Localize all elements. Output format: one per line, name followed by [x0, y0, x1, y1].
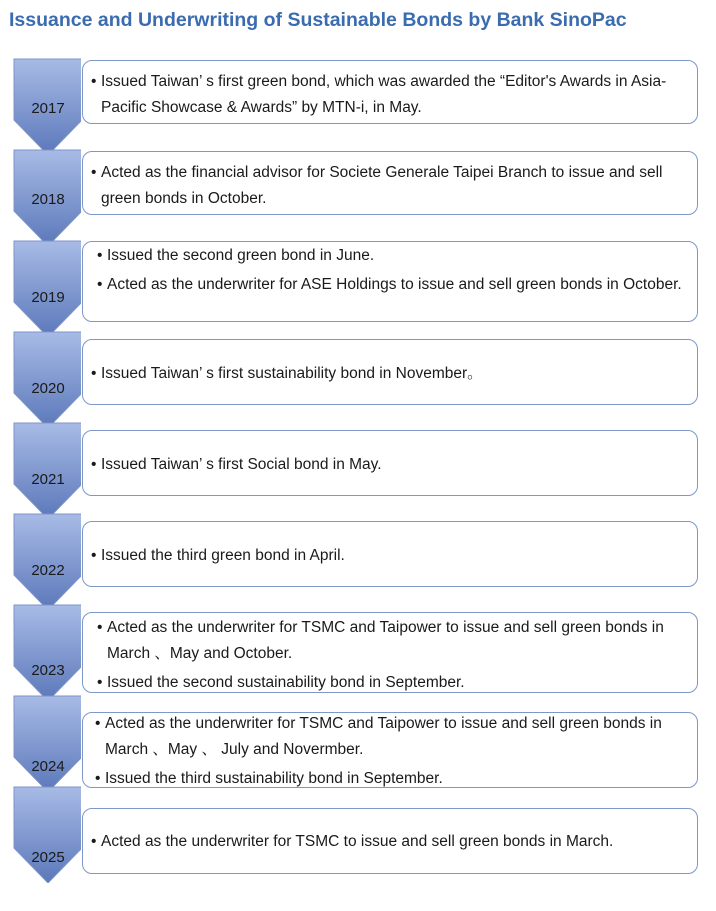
timeline-entry-item: • Acted as the financial advisor for Societe Generale Taipei Branch to issue and sell green bonds in October. — [91, 160, 706, 212]
timeline-year: 2019 — [31, 289, 65, 306]
timeline-entry-item: • Issued the third sustainability bond in September. — [95, 766, 695, 792]
page-title: Issuance and Underwriting of Sustainable Bonds by Bank SinoPac — [9, 9, 627, 31]
timeline-year: 2018 — [31, 191, 65, 208]
timeline-entry-item: • Issued the second sustainability bond in September. — [97, 670, 697, 696]
timeline-entry-item: • Acted as the underwriter for ASE Holdings to issue and sell green bonds in October. — [97, 272, 692, 298]
timeline-entry-item: • Issued Taiwan’ s first green bond, which was awarded the “Editor's Awards in Asia-Pacific Showcase & Awards” by MTN-i, in May. — [91, 69, 701, 121]
timeline-chevron — [13, 786, 81, 883]
timeline-entry-item: • Acted as the underwriter for TSMC to issue and sell green bonds in March. — [91, 829, 701, 855]
timeline-year: 2017 — [31, 100, 65, 117]
timeline-year: 2024 — [31, 758, 65, 775]
timeline-entry-item: • Acted as the underwriter for TSMC and Taipower to issue and sell green bonds in March 、May 、 July and Novermber. — [95, 711, 695, 763]
timeline-year: 2025 — [31, 849, 65, 866]
timeline-chevron — [13, 604, 81, 701]
timeline-year: 2022 — [31, 562, 65, 579]
timeline-entry-item: • Issued Taiwan’ s first Social bond in May. — [91, 452, 691, 478]
timeline-chevron — [13, 695, 81, 792]
timeline-year: 2021 — [31, 471, 65, 488]
timeline-entry-item: • Acted as the underwriter for TSMC and Taipower to issue and sell green bonds in March 、May and October. — [97, 615, 697, 667]
timeline-entry-item: • Issued Taiwan’ s first sustainability bond in November。 — [91, 361, 691, 387]
timeline-year: 2020 — [31, 380, 65, 397]
timeline-entry-item: • Issued the second green bond in June. — [97, 243, 692, 269]
timeline-year: 2023 — [31, 662, 65, 679]
timeline-entry-item: • Issued the third green bond in April. — [91, 543, 691, 569]
